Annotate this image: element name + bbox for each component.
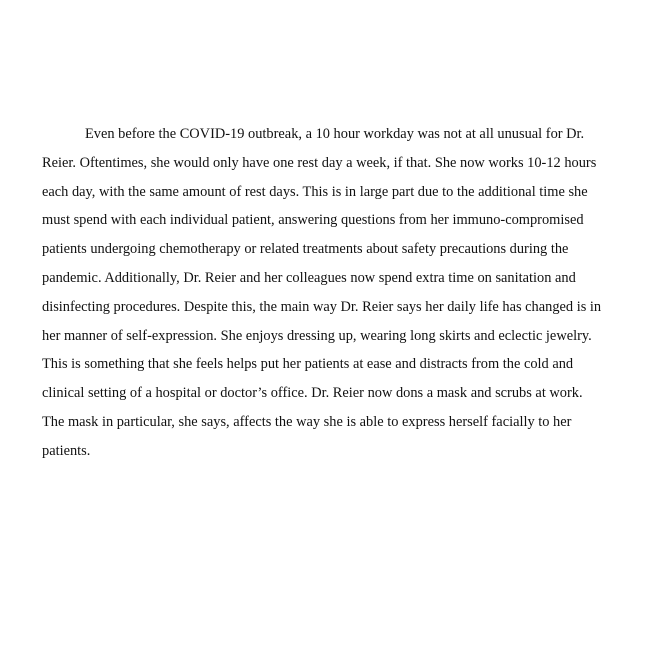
- paragraph-line: This is something that she feels helps put her patients at ease and distracts from the cold and: [42, 356, 574, 373]
- paragraph-line: Reier. Oftentimes, she would only have one rest day a week, if that. She now works 10-12 hours: [42, 154, 597, 171]
- paragraph-line: patients.: [42, 442, 91, 459]
- paragraph-line: The mask in particular, she says, affects the way she is able to express herself facially to her: [42, 413, 572, 430]
- body-paragraph: [42, 120, 622, 466]
- paragraph-line: pandemic. Additionally, Dr. Reier and her colleagues now spend extra time on sanitation and: [42, 269, 576, 286]
- paragraph-line: her manner of self-expression. She enjoys dressing up, wearing long skirts and eclectic jewelry.: [42, 327, 592, 344]
- paragraph-line: patients undergoing chemotherapy or related treatments about safety precautions during the: [42, 241, 569, 258]
- paragraph-line: each day, with the same amount of rest days. This is in large part due to the additional time she: [42, 183, 588, 200]
- paragraph-line: Even before the COVID-19 outbreak, a 10 hour workday was not at all unusual for Dr.: [85, 126, 585, 142]
- paragraph-line: disinfecting procedures. Despite this, the main way Dr. Reier says her daily life has changed is in: [42, 298, 602, 315]
- paragraph-line: must spend with each individual patient, answering questions from her immuno-compromised: [42, 212, 584, 229]
- paragraph-line: clinical setting of a hospital or doctor’s office. Dr. Reier now dons a mask and scrubs at work.: [42, 385, 583, 402]
